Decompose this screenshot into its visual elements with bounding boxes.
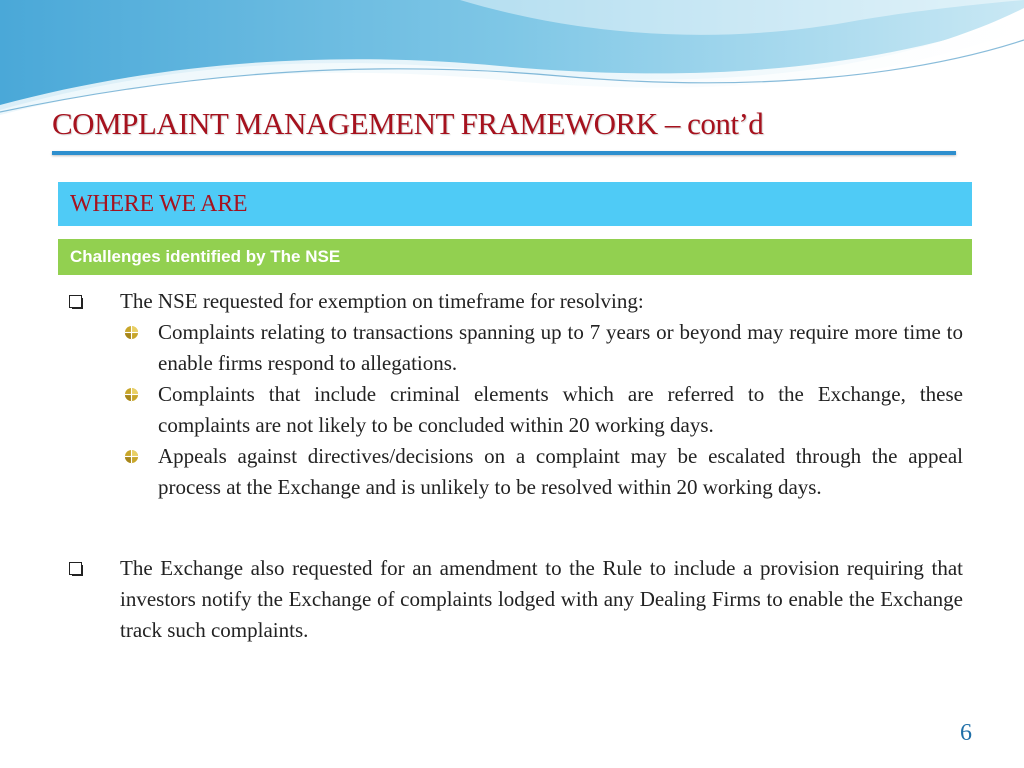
main-bullet-text: The NSE requested for exemption on timeframe for resolving:: [120, 289, 644, 313]
section-header-label: WHERE WE ARE: [70, 190, 248, 217]
section-header: [58, 182, 972, 226]
sub-bullet: [120, 441, 963, 503]
hollow-square-bullet-icon: [69, 562, 82, 575]
sub-bullet-text: Complaints that include criminal elements which are referred to the Exchange, these complaints are not likely to be concluded within 20 working days.: [158, 382, 963, 437]
sub-bullet-text: Complaints relating to transactions spanning up to 7 years or beyond may require more time to enable firms respond to allegations.: [158, 320, 963, 375]
sub-header-label: Challenges identified by The NSE: [70, 247, 341, 266]
decorative-wave-banner: [0, 0, 1024, 120]
main-bullet: [66, 553, 963, 646]
quartered-circle-bullet-icon: [124, 387, 139, 402]
quartered-circle-bullet-icon: [124, 449, 139, 464]
quartered-circle-bullet-icon: [124, 325, 139, 340]
sub-header: [58, 239, 972, 275]
sub-bullet-list: [120, 317, 963, 503]
sub-bullet-text: Appeals against directives/decisions on a complaint may be escalated through the appeal process at the Exchange and is unlikely to be resolved within 20 working days.: [158, 444, 963, 499]
bullet-block-1: [66, 286, 963, 503]
main-bullet: [66, 286, 963, 503]
bullet-block-2: [66, 553, 963, 646]
sub-bullet: [120, 317, 963, 379]
page-number: 6: [960, 720, 972, 746]
hollow-square-bullet-icon: [69, 295, 82, 308]
slide-title: COMPLAINT MANAGEMENT FRAMEWORK – cont’d: [52, 106, 764, 141]
sub-bullet: [120, 379, 963, 441]
main-bullet-text: The Exchange also requested for an amendment to the Rule to include a provision requiring that investors notify the Exchange of complaints lodged with any Dealing Firms to enable the Exchange track such complaints.: [120, 556, 963, 642]
title-underline: [52, 151, 956, 155]
